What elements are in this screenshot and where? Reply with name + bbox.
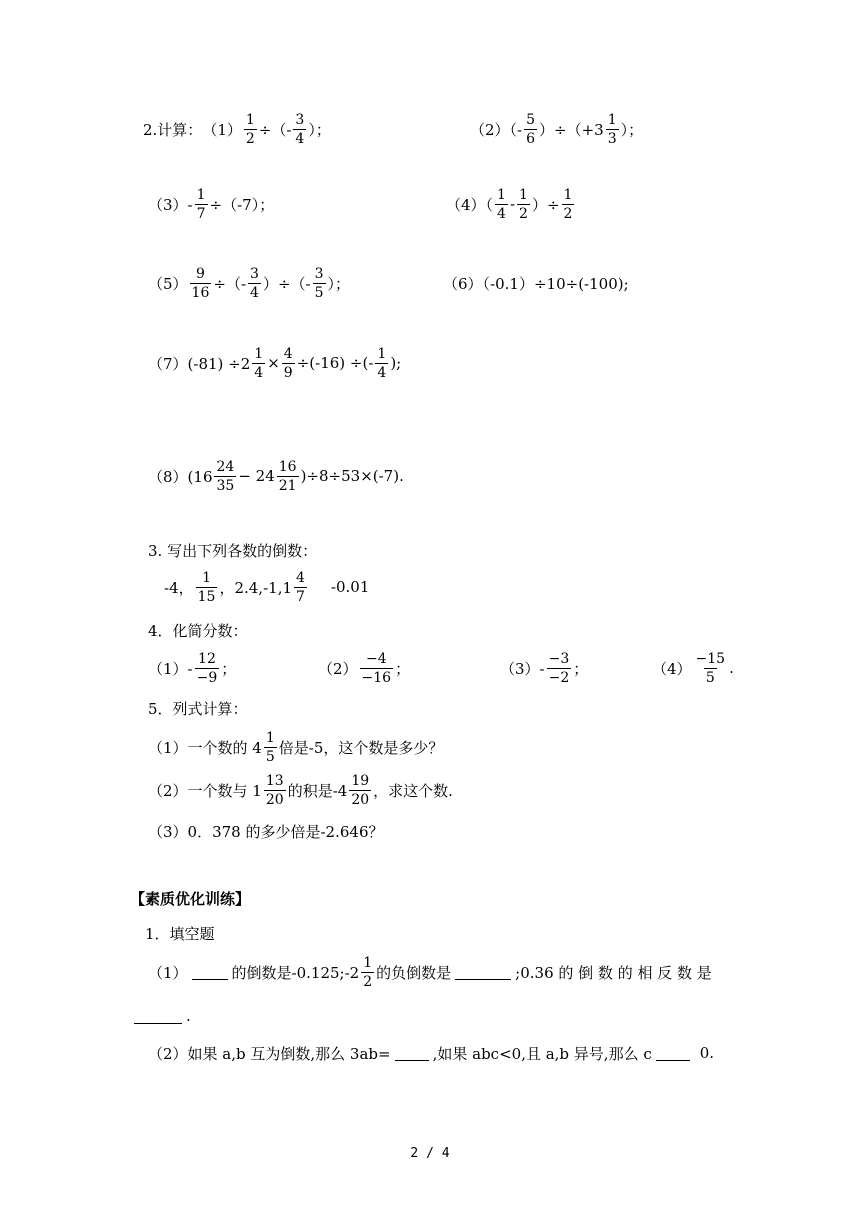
fill-part-1: （1） 的倒数是-0.125;-2 $\frac{1}{2}$ 的负倒数是 ;0.36 的 倒 数 的 相 反 数 是 bbox=[148, 954, 712, 990]
answer-blank[interactable] bbox=[656, 1046, 690, 1061]
q4-part-3: （3）- $\frac{-3}{-2}$ ； bbox=[500, 650, 589, 686]
answer-blank[interactable] bbox=[134, 1009, 182, 1024]
fraction: $\frac{13}{20}$ bbox=[265, 772, 284, 808]
fill-heading: 1．填空题 bbox=[145, 924, 215, 943]
q4-part-2: （2） $\frac{-4}{-16}$ ； bbox=[318, 650, 411, 686]
fraction: $\frac{24}{35}$ bbox=[216, 458, 235, 494]
fraction: $\frac{1}{2}$ bbox=[363, 954, 373, 990]
fraction: $\frac{1}{5}$ bbox=[265, 729, 275, 765]
fraction: $\frac{1}{4}$ bbox=[497, 186, 506, 222]
page-number: 2 / 4 bbox=[410, 1146, 450, 1161]
q3-heading: 3. 写出下列各数的倒数： bbox=[148, 541, 318, 560]
answer-blank[interactable] bbox=[455, 965, 511, 980]
fill-part-2: （2）如果 a,b 互为倒数,那么 3ab= ,如果 abc<0,且 a,b 异号,那么 c 0. bbox=[148, 1044, 715, 1063]
q2-part-8: （8）(16 $\frac{24}{35}$ − 24 $\frac{16}{21}$ )÷8÷53×(-7). bbox=[148, 458, 404, 494]
fraction: $\frac{1}{4}$ bbox=[254, 345, 264, 381]
section-title: 【素质优化训练】 bbox=[130, 889, 251, 908]
q2-part-6: （6）（-0.1）÷10÷(-100); bbox=[443, 274, 629, 293]
fraction: $\frac{5}{6}$ bbox=[526, 111, 536, 147]
fraction: $\frac{-3}{-2}$ bbox=[548, 650, 570, 686]
fraction: $\frac{19}{20}$ bbox=[351, 772, 370, 808]
q5-heading: 5．列式计算： bbox=[148, 699, 248, 718]
q4-part-4: （4） $\frac{-15}{5}$ . bbox=[652, 650, 734, 686]
fill-part-1-cont: . bbox=[130, 996, 191, 1036]
fraction: $\frac{4}{7}$ bbox=[296, 569, 305, 605]
fraction: $\frac{1}{2}$ bbox=[519, 186, 528, 222]
fraction: $\frac{1}{3}$ bbox=[607, 111, 617, 147]
fraction: $\frac{3}{4}$ bbox=[295, 111, 305, 147]
q4-part-1: （1）- $\frac{12}{-9}$ ； bbox=[148, 650, 237, 686]
q2-part-2: （2）（- $\frac{5}{6}$ ）÷（+3 $\frac{1}{3}$ ）； bbox=[470, 111, 644, 147]
fraction: $\frac{1}{15}$ bbox=[197, 569, 216, 605]
fraction: $\frac{1}{2}$ bbox=[245, 111, 255, 147]
q5-part-3: （3）0．378 的多少倍是-2.646？ bbox=[148, 822, 384, 841]
answer-blank[interactable] bbox=[395, 1046, 429, 1061]
fraction: $\frac{3}{4}$ bbox=[250, 265, 259, 301]
q2-part-5: （5） $\frac{9}{16}$ ÷（- $\frac{3}{4}$ ）÷（- $\frac{3}{5}$ ）； bbox=[148, 265, 351, 301]
fraction: $\frac{12}{-9}$ bbox=[196, 650, 218, 686]
answer-blank[interactable] bbox=[192, 965, 228, 980]
fraction: $\frac{1}{2}$ bbox=[563, 186, 573, 222]
q2-part-7: （7）(-81) ÷2 $\frac{1}{4}$ × $\frac{4}{9}$ ÷(-16) ÷(- $\frac{1}{4}$ ); bbox=[148, 345, 402, 381]
fraction: $\frac{4}{9}$ bbox=[283, 345, 293, 381]
fraction: $\frac{-4}{-16}$ bbox=[361, 650, 392, 686]
fraction: $\frac{1}{4}$ bbox=[377, 345, 387, 381]
fraction: $\frac{3}{5}$ bbox=[314, 265, 324, 301]
q2-part-4: （4）（ $\frac{1}{4}$ - $\frac{1}{2}$ ）÷ $\frac{1}{2}$ bbox=[446, 186, 573, 222]
q2-part-3: （3）- $\frac{1}{7}$ ÷（-7）； bbox=[148, 186, 275, 222]
q2-heading: 2.计算： bbox=[143, 120, 203, 139]
q3-numbers: -4， $\frac{1}{15}$ ，2.4,-1,1 $\frac{4}{7}$ -0.01 bbox=[164, 569, 370, 605]
q2-row-1: 2.计算： （1） $\frac{1}{2}$ ÷（- $\frac{3}{4}$ ）； bbox=[143, 111, 331, 147]
q5-part-2: （2）一个数与 1 $\frac{13}{20}$ 的积是-4 $\frac{19}{20}$ ，求这个数. bbox=[148, 772, 453, 808]
fraction: $\frac{16}{21}$ bbox=[278, 458, 297, 494]
q5-part-1: （1）一个数的 4 $\frac{1}{5}$ 倍是-5，这个数是多少？ bbox=[148, 729, 444, 765]
fraction: $\frac{1}{7}$ bbox=[196, 186, 206, 222]
q4-heading: 4．化简分数： bbox=[148, 621, 248, 640]
fraction: $\frac{-15}{5}$ bbox=[695, 650, 726, 686]
fraction: $\frac{9}{16}$ bbox=[191, 265, 210, 301]
